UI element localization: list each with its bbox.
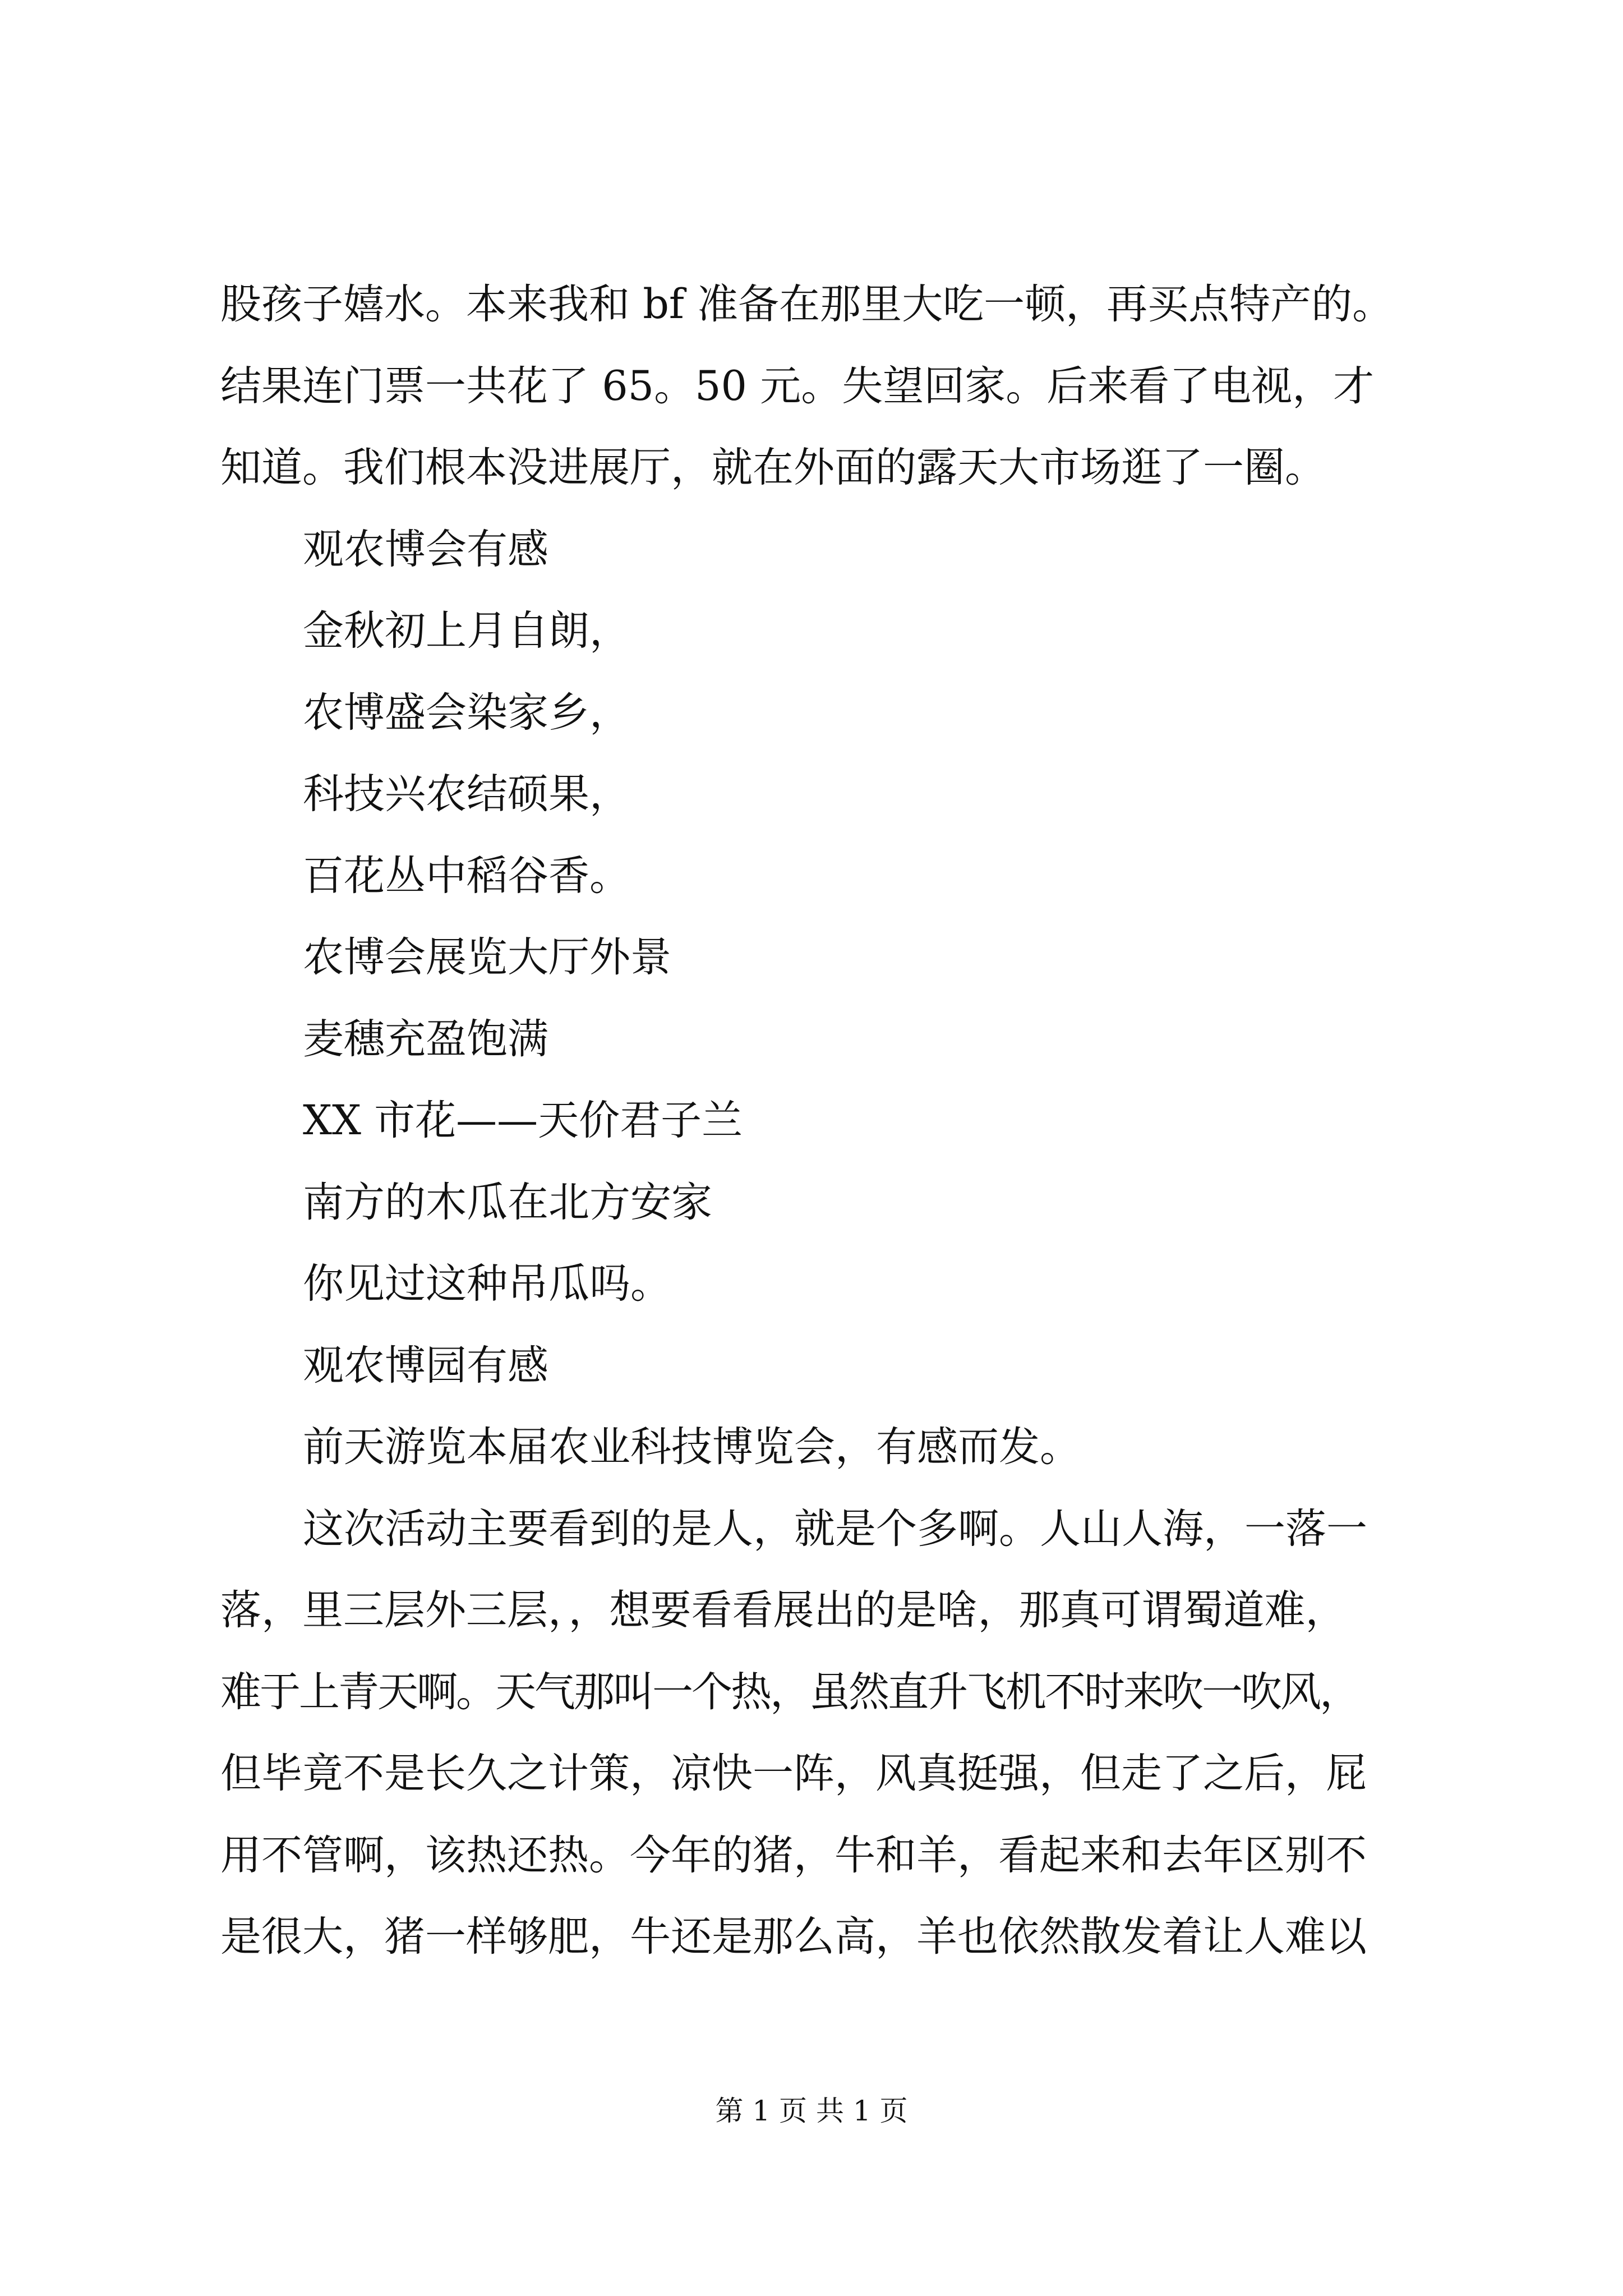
paragraph-line: 落，里三层外三层，，想要看看展出的是啥，那真可谓蜀道难， — [220, 1586, 1347, 1634]
paragraph-line: 股孩子嬉水。本来我和 bf 准备在那里大吃一顿，再买点特产的。 — [220, 280, 1394, 328]
document-body — [220, 264, 1426, 1978]
paragraph-line: 是很大，猪一样够肥，牛还是那么高，羊也依然散发着让人难以 — [220, 1913, 1367, 1961]
caption-line: 农博会展览大厅外景 — [303, 933, 671, 981]
paragraph-line: 这次活动主要看到的是人，就是个多啊。人山人海，一落一 — [303, 1504, 1367, 1553]
paragraph-line: 难于上青天啊。天气那叫一个热，虽然直升飞机不时来吹一吹风， — [220, 1668, 1359, 1716]
caption-line: XX 市花——天价君子兰 — [303, 1097, 743, 1144]
poem-line: 农博盛会染家乡， — [303, 688, 630, 737]
section-heading: 观农博园有感 — [303, 1341, 548, 1389]
caption-line: 你见过这种吊瓜吗。 — [303, 1260, 671, 1308]
page-number-footer: 第 1 页 共 1 页 — [715, 2095, 908, 2127]
paragraph-line: 但毕竟不是长久之计策，凉快一阵，风真挺强，但走了之后，屁 — [220, 1750, 1367, 1797]
paragraph-line: 用不管啊，该热还热。今年的猪，牛和羊，看起来和去年区别不 — [220, 1831, 1367, 1879]
poem-line: 科技兴农结硕果， — [303, 770, 630, 818]
section-heading: 观农博会有感 — [303, 525, 548, 573]
caption-line: 麦穗充盈饱满 — [303, 1015, 548, 1063]
poem-line: 百花丛中稻谷香。 — [303, 852, 630, 900]
paragraph-line: 知道。我们根本没进展厅，就在外面的露天大市场逛了一圈。 — [220, 444, 1326, 491]
caption-line: 南方的木瓜在北方安家 — [303, 1178, 712, 1226]
paragraph-line: 结果连门票一共花了 65。50 元。失望回家。后来看了电视，才 — [220, 362, 1375, 410]
paragraph-line: 前天游览本届农业科技博览会，有感而发。 — [303, 1423, 1081, 1471]
poem-line: 金秋初上月自朗， — [303, 607, 630, 655]
